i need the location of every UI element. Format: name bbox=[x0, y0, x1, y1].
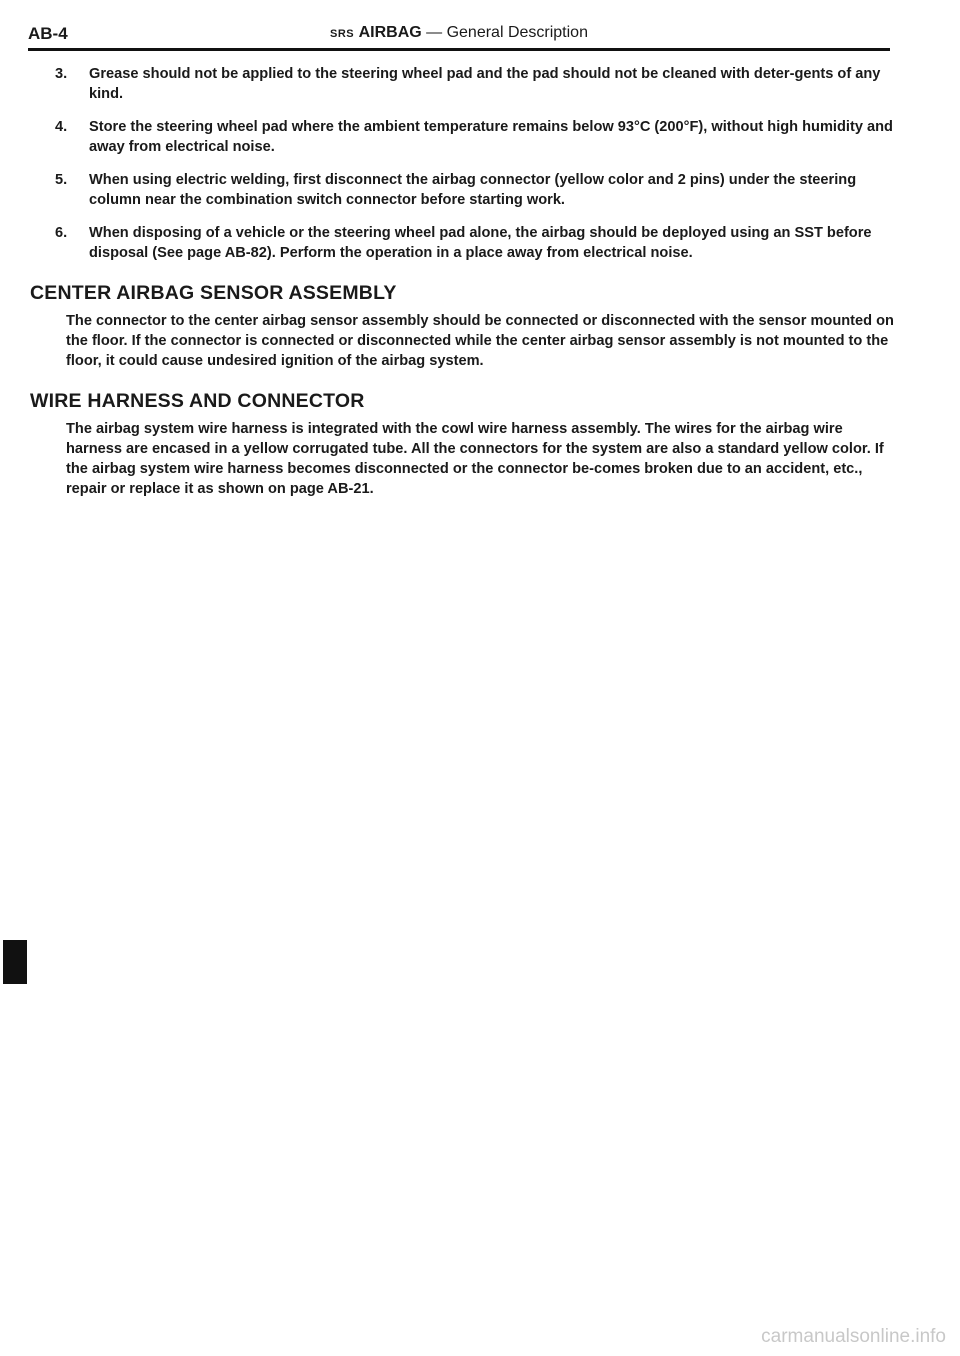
title-separator: — bbox=[421, 24, 447, 41]
page-header bbox=[28, 24, 890, 51]
item-number: 4. bbox=[55, 119, 68, 135]
system-prefix: SRS bbox=[330, 28, 355, 40]
item-number: 3. bbox=[55, 66, 68, 82]
list-item bbox=[55, 64, 895, 104]
list-item bbox=[55, 223, 895, 263]
list-item bbox=[55, 170, 895, 210]
running-title bbox=[330, 24, 588, 42]
system-name: AIRBAG bbox=[358, 24, 422, 41]
item-text: When disposing of a vehicle or the steering wheel pad alone, the airbag should be deployed using an SST before disposal (See page AB-82). Perform the operation in a place away from electrical noise. bbox=[89, 225, 872, 261]
section-tab-marker bbox=[3, 940, 27, 984]
section-name: General Description bbox=[446, 24, 588, 41]
item-number: 5. bbox=[55, 172, 68, 188]
section-heading-center-airbag-sensor: CENTER AIRBAG SENSOR ASSEMBLY bbox=[30, 282, 397, 304]
item-text: Store the steering wheel pad where the ambient temperature remains below 93°C (200°F), without high humidity and away from electrical noise. bbox=[89, 119, 893, 155]
page-body bbox=[30, 64, 895, 513]
list-item bbox=[55, 117, 895, 157]
section-heading-wire-harness: WIRE HARNESS AND CONNECTOR bbox=[30, 390, 365, 412]
item-text: Grease should not be applied to the steering wheel pad and the pad should not be cleaned with deter-gents of any kind. bbox=[89, 66, 881, 102]
page-id: AB-4 bbox=[28, 24, 68, 43]
item-number: 6. bbox=[55, 225, 68, 241]
section-paragraph-center-airbag-sensor: The connector to the center airbag sensor assembly should be connected or disconnected with the sensor mounted on the floor. If the connector is connected or disconnected while the center airbag sensor assembly is not mounted to the floor, it could cause undesired ignition of the airbag system. bbox=[66, 313, 894, 369]
site-watermark: carmanualsonline.info bbox=[761, 1326, 946, 1347]
section-paragraph-wire-harness: The airbag system wire harness is integrated with the cowl wire harness assembly. The wires for the airbag wire harness are encased in a yellow corrugated tube. All the connectors for the system are also a standard yellow color. If the airbag system wire harness becomes disconnected or the connector be-comes broken due to an accident, etc., repair or replace it as shown on page AB-21. bbox=[66, 421, 884, 497]
item-text: When using electric welding, first disconnect the airbag connector (yellow color and 2 pins) under the steering column near the combination switch connector before starting work. bbox=[89, 172, 857, 208]
